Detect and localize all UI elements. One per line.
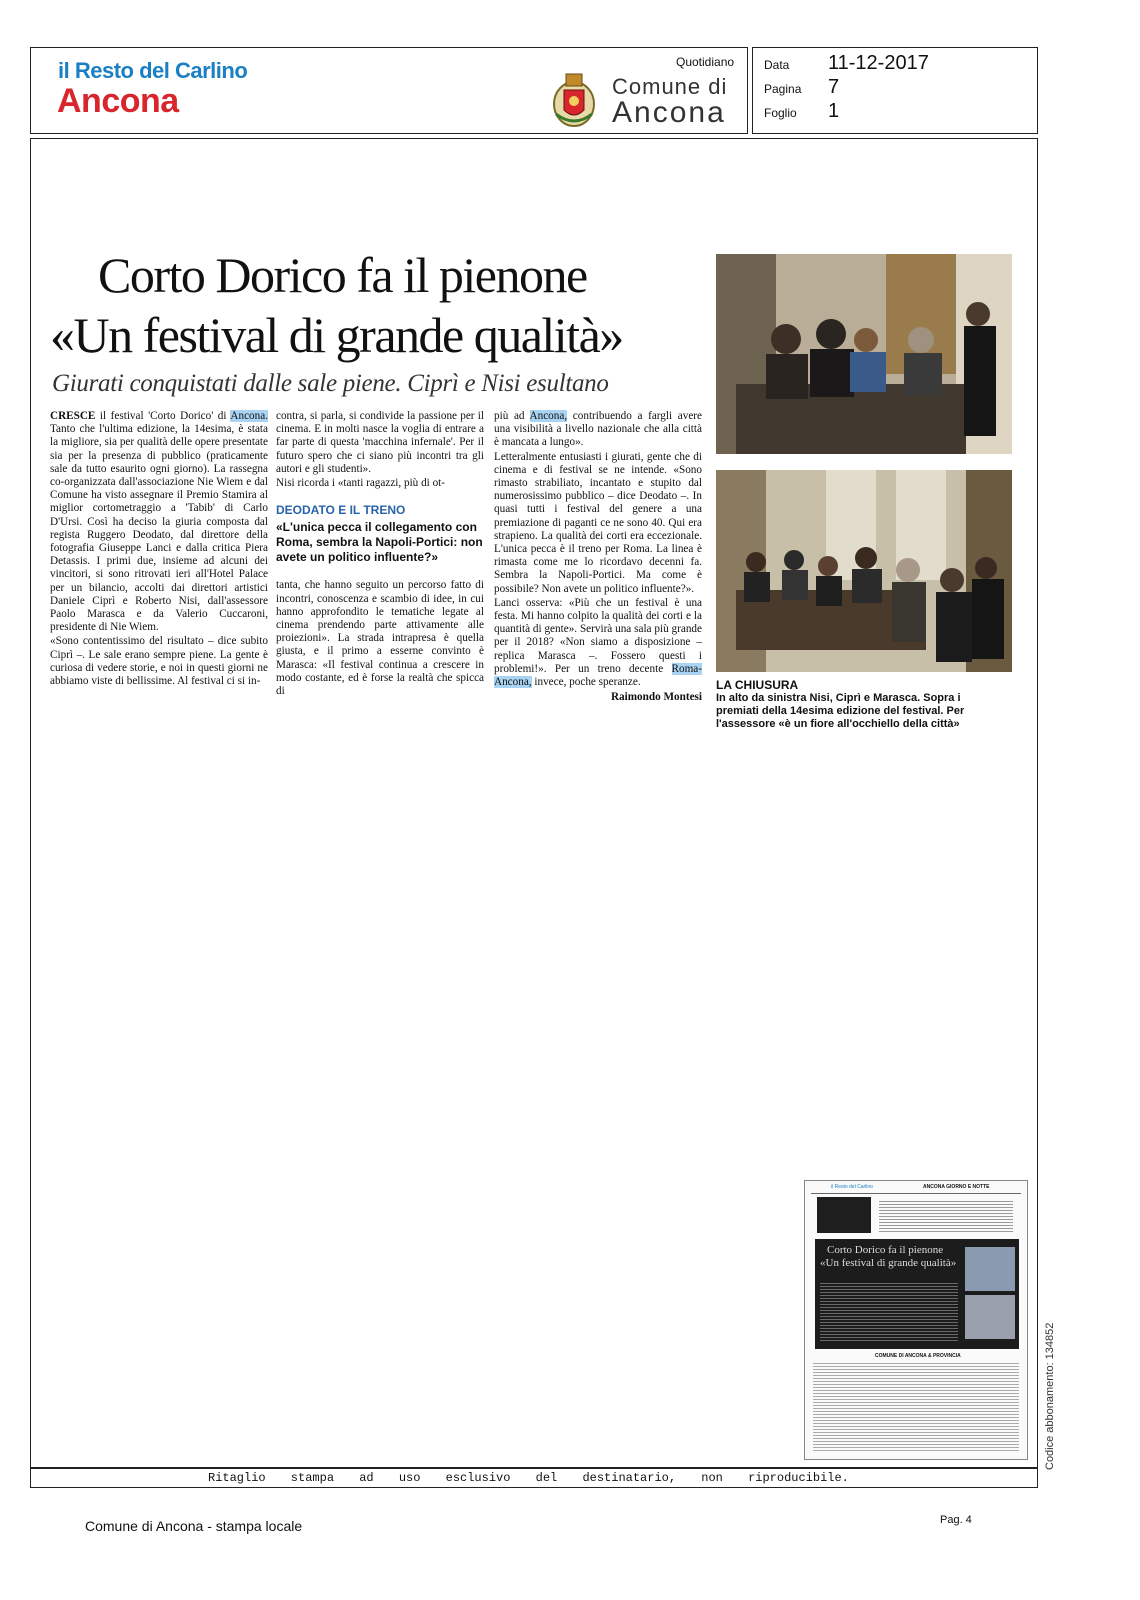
headline-line1: Corto Dorico fa il pienone: [98, 247, 587, 303]
publication-city: Ancona: [57, 82, 179, 120]
page-thumbnail: [804, 1180, 1028, 1460]
article-column-3: più ad Ancona, contribuendo a fargli avere una visibilità a livello nazionale che alla città è mancata a lungo». Letteralmente entusiasti i giurati, gente che di cinema e di festival se ne intende. «Sono rimasto strabiliato, incantato e stupito dal numerosissimo pubblico – dice Deodato –. In quasi tutti i festival del genere a una premiazione di paganti ce ne sono 40. Qui era strapieno. La qualità dei corti era eccezionale. L'unica pecca è il treno per Roma. La linea è rimasta come me lo ricordavo decenni fa. Sembra la Napoli-Portici. Ma come è possibile? Non avete un politico influente?». Lanci osserva: «Più che un festival è una festa. Mi hanno colpito la qualità dei corti e la quantità di gente». Servirà una sala più grande per il 2018? «Non siamo a disposizione – replica Marasca –. Fossero questi i problemi!». Per un treno decente Roma-Ancona, invece, poche speranze. Raimondo Montesi: [494, 410, 702, 704]
highlight-ancona: Ancona.: [230, 410, 268, 422]
thumbnail-headline2: «Un festival di grande qualità»: [820, 1257, 957, 1269]
thumbnail-article-block: [815, 1239, 1019, 1349]
author-byline: Raimondo Montesi: [610, 691, 702, 704]
subscription-code: Codice abbonamento: 134852: [1044, 1322, 1056, 1470]
highlight-ancona: Ancona,: [529, 410, 568, 422]
data-label: Data: [764, 58, 790, 72]
article-column-1: CRESCE il festival 'Corto Dorico' di Ancona. Tanto che l'ultima edizione, la 14esima, è stata la migliore, sia per qualità delle opere presentate sia per la presenza di pubblico (praticamente sale da tutto esaurito ogni giorno). La rassegna co-organizzata dall'associazione Nie Wiem e dal Comune ha visto assegnare il Premio Stamira al miglior cortometraggio a 'Tabib' di Carlo D'Ursi. Così ha deciso la giuria composta dal regista Ruggero Deodato, dal direttore della fotografia Giuseppe Lanci e dalla critica Piera Detassis. I primi due, insieme ad alcuni dei vincitori, si sono ritrovati ieri all'Hotel Palace per un bilancio, accolti dai direttori artistici Daniele Ciprì e Roberto Nisi, dall'assessore Paolo Marasca e da Valerio Cuccaroni, presidente di Nie Wiem. «Sono contentissimo del risultato – dice subito Ciprì –. Le sale erano sempre piene. La gente è curiosa di vedere storie, e noi in questi giorni ne abbiamo viste di bellissime. Al festival ci si in-: [50, 410, 268, 688]
thumbnail-top-photo: [817, 1197, 871, 1233]
caption-text: In alto da sinistra Nisi, Ciprì e Marasca. Sopra i premiati della 14esima edizione del festival. Per l'assessore «è un fiore all'occhiello della città»: [716, 692, 965, 730]
article-column-2: contra, si parla, si condivide la passione per il cinema. E in molti nasce la voglia di entrare a far parte di questa 'macchina infernale'. Per il futuro spero che ci siano più incontri tra gli autori e gli studenti». Nisi ricorda i «tanti ragazzi, più di ot- DEODATO E IL TRENO «L'unica pecca il collegamento con Roma, sembra la Napoli-Portici: non avete un politico influente?» tanta, che hanno seguito un percorso fatto di incontri, conoscenza e scambio di idee, in cui hanno approfondito le tematiche legate al cinema prendendo parte attivamente alle proiezioni». La strada intrapresa è quella giusta, e il primo a esserne convinto è Marasca: «Il festival continua a crescere in modo costante, ed è forse la realtà che spicca di: [276, 410, 484, 698]
comune-crest-icon: [550, 70, 598, 130]
photo-award-winners: [716, 470, 1012, 672]
sidebar-box: [276, 504, 484, 565]
data-value: 11-12-2017: [828, 52, 929, 74]
sidebar-box-quote: «L'unica pecca il collegamento con Roma, sembra la Napoli-Portici: non avete un politico influente?»: [276, 520, 483, 565]
subheadline: Giurati conquistati dalle sale piene. Ciprì e Nisi esultano: [52, 370, 609, 397]
photo-caption: [716, 678, 1006, 731]
thumbnail-header-left: il Resto del Carlino: [831, 1184, 873, 1190]
sidebar-box-title: DEODATO E IL TRENO: [276, 503, 406, 518]
lead-word: CRESCE: [50, 410, 96, 422]
foglio-value: 1: [828, 100, 840, 122]
caption-title: LA CHIUSURA: [716, 678, 799, 692]
quotidiano-label: Quotidiano: [676, 55, 735, 69]
thumbnail-header-right: ANCONA GIORNO E NOTTE: [923, 1184, 990, 1190]
pagina-value: 7: [828, 76, 840, 98]
footer-page: Pag. 4: [940, 1514, 972, 1526]
thumbnail-headline1: Corto Dorico fa il pienone: [827, 1244, 944, 1256]
thumbnail-section-label: COMUNE DI ANCONA & PROVINCIA: [875, 1353, 961, 1359]
comune-line2: Ancona: [612, 96, 726, 129]
publication-name: il Resto del Carlino: [58, 58, 248, 83]
pagina-label: Pagina: [764, 82, 802, 96]
photo-press-conference: [716, 254, 1012, 454]
comune-line1: Comune di: [612, 74, 728, 99]
footer-left: Comune di Ancona - stampa locale: [85, 1518, 303, 1534]
foglio-label: Foglio: [764, 106, 797, 120]
disclaimer-text: Ritaglio stampa ad uso esclusivo del destinatario, non riproducibile.: [208, 1471, 849, 1485]
headline-line2: «Un festival di grande qualità»: [50, 307, 623, 363]
highlight-roma-ancona: Roma-Ancona,: [494, 662, 702, 689]
